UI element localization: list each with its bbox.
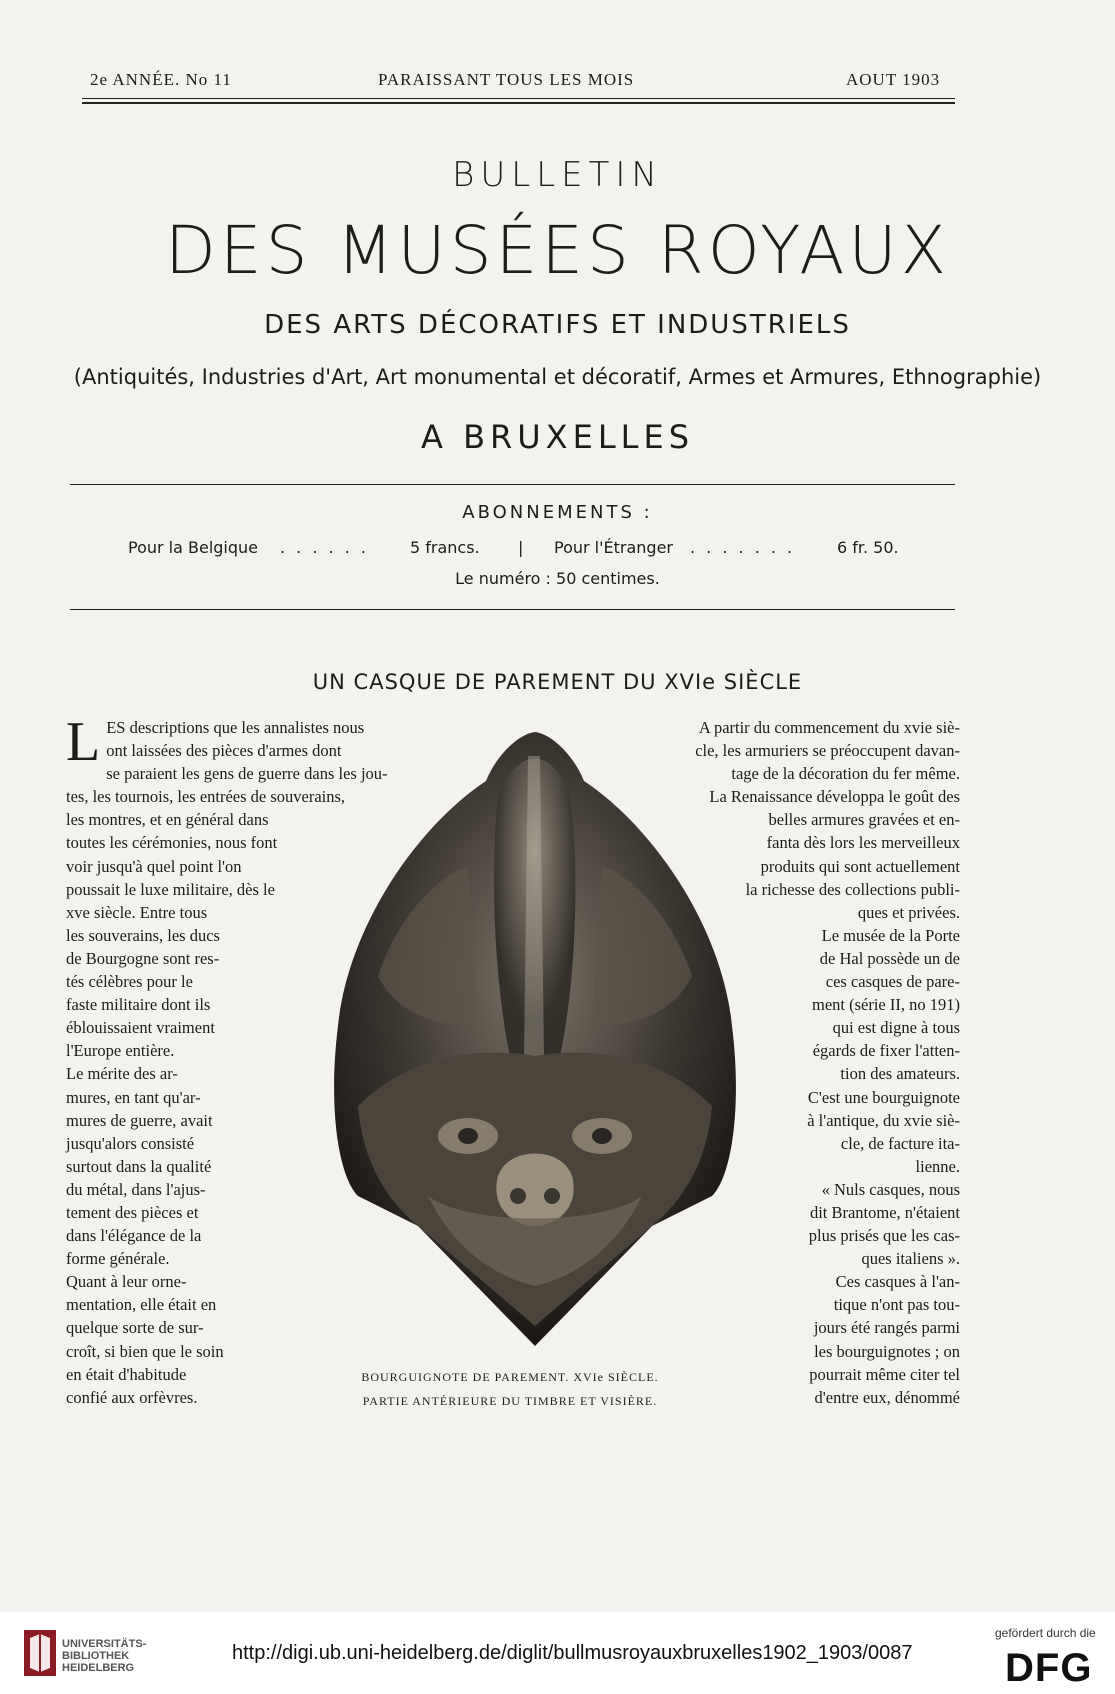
text-line: les montres, et en général dans [66,810,269,830]
helmet-image [318,726,752,1346]
issue-number: 2e ANNÉE. No 11 [90,70,232,89]
text-line: produits qui sont actuellement [760,856,960,876]
text-line: Ces casques à l'an- [835,1272,960,1292]
text-line: lienne. [915,1156,960,1176]
text-line: tage de la décoration du fer même. [731,764,960,784]
article-title: UN CASQUE DE PAREMENT DU XVIe SIÈCLE [312,670,803,694]
text-line: forme générale. [66,1249,170,1269]
text-line: belles armures gravées et en- [768,810,960,830]
price-separator: | [518,538,524,557]
figure-caption-line-2: PARTIE ANTÉRIEURE DU TIMBRE ET VISIÈRE. [362,1394,658,1408]
divider-top [70,484,955,485]
text-line: ont laissées des pièces d'armes dont [106,741,342,761]
masthead-sections: (Antiquités, Industries d'Art, Art monumental et décoratif, Armes et Armures, Ethnographie) [73,365,1042,389]
text-line: les souverains, les ducs [66,925,220,945]
text-line: Le mérite des ar- [66,1064,178,1084]
text-line: Le musée de la Porte [821,925,960,945]
figure-caption-line-1: BOURGUIGNOTE DE PAREMENT. XVIe SIÈCLE. [361,1370,659,1384]
text-line: jusqu'alors consisté [66,1133,195,1153]
text-line: toutes les cérémonies, nous font [66,833,278,853]
text-line: la richesse des collections publi- [745,879,960,899]
text-line: tique n'ont pas tou- [833,1295,960,1315]
text-line: de Bourgogne sont res- [66,948,220,968]
text-line: dans l'élégance de la [66,1226,202,1246]
text-line: tion des amateurs. [840,1064,960,1084]
header-rule [82,98,955,99]
masthead-title: DES MUSÉES ROYAUX [165,212,950,289]
text-line: xve siècle. Entre tous [66,902,208,922]
text-line: quelque sorte de sur- [66,1318,204,1338]
abroad-price: 6 fr. 50. [837,538,899,557]
text-line: de Hal possède un de [819,948,960,968]
masthead-city: A BRUXELLES [421,418,694,456]
text-line: égards de fixer l'atten- [812,1041,960,1061]
text-line: qui est digne à tous [832,1018,960,1038]
text-line: tement des pièces et [66,1202,199,1222]
issue-price: Le numéro : 50 centimes. [455,569,660,588]
text-line: jours été rangés parmi [813,1318,960,1338]
issue-date: AOUT 1903 [846,70,941,89]
text-line: C'est une bourguignote [807,1087,960,1107]
text-line: pourrait même citer tel [809,1364,960,1384]
text-line: en était d'habitude [66,1364,187,1384]
belgium-dots: . . . . . . [280,538,369,557]
text-line: du métal, dans l'ajus- [66,1179,206,1199]
text-line: ment (série II, no 191) [812,995,960,1015]
belgium-price: 5 francs. [410,538,480,557]
header-rule-thick [82,102,955,104]
abroad-dots: . . . . . . . [690,538,796,557]
text-line: croît, si bien que le soin [66,1341,224,1361]
text-line: voir jusqu'à quel point l'on [66,856,242,876]
source-url[interactable]: http://digi.ub.uni-heidelberg.de/diglit/bullmusroyauxbruxelles1902_1903/0087 [232,1642,913,1664]
library-name: UNIVERSITÄTS- BIBLIOTHEK HEIDELBERG [62,1638,147,1674]
text-line: d'entre eux, dénommé [814,1387,960,1407]
text-line: dit Brantome, n'étaient [809,1202,960,1222]
text-line: se paraient les gens de guerre dans les jou- [106,764,388,784]
text-line: cle, de facture ita- [840,1133,960,1153]
text-line: confié aux orfèvres. [66,1387,198,1407]
text-line: Quant à leur orne- [66,1272,187,1292]
footer-bar [0,1612,1115,1694]
text-line: ques italiens ». [861,1249,960,1269]
text-line: les bourguignotes ; on [814,1341,960,1361]
text-line: faste militaire dont ils [66,995,211,1015]
text-line: mures, en tant qu'ar- [66,1087,201,1107]
dfg-logo: DFG [1005,1646,1093,1690]
text-line: plus prisés que les cas- [808,1226,960,1246]
text-line: à l'antique, du xvie siè- [807,1110,960,1130]
library-logo-icon [24,1630,56,1676]
text-line: ces casques de pare- [825,972,960,992]
text-line: mures de guerre, avait [66,1110,213,1130]
belgium-label: Pour la Belgique [128,538,259,557]
text-line: A partir du commencement du xvie siè- [698,718,960,737]
periodicity: PARAISSANT TOUS LES MOIS [378,70,635,89]
text-line: « Nuls casques, nous [821,1179,960,1199]
masthead-bulletin: BULLETIN [452,155,663,195]
masthead-subtitle: DES ARTS DÉCORATIFS ET INDUSTRIELS [264,310,851,340]
funded-by-label: gefördert durch die [995,1626,1096,1640]
drop-cap: L [66,711,101,773]
text-line: ques et privées. [857,902,960,922]
subscriptions-heading: ABONNEMENTS : [462,502,653,523]
text-line: l'Europe entière. [66,1041,175,1061]
text-line: ES descriptions que les annalistes nous [106,718,365,737]
text-line: éblouissaient vraiment [66,1018,215,1038]
text-line: fanta dès lors les merveilleux [766,833,960,853]
divider-bottom [70,609,955,610]
text-line: tes, les tournois, les entrées de souverains, [66,787,346,807]
text-line: tés célèbres pour le [66,972,193,992]
text-line: poussait le luxe militaire, dès le [66,879,275,899]
text-line: mentation, elle était en [66,1295,217,1315]
abroad-label: Pour l'Étranger [554,538,673,557]
text-line: surtout dans la qualité [66,1156,212,1176]
text-line: La Renaissance développa le goût des [709,787,960,807]
text-line: cle, les armuriers se préoccupent davan- [695,741,960,761]
